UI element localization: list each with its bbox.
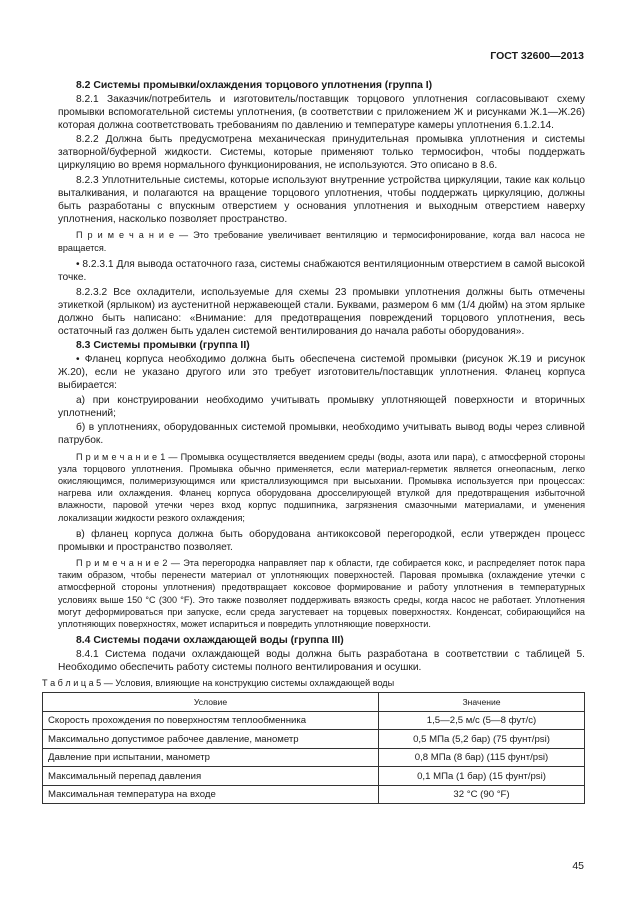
clause-8-3-c: в) фланец корпуса должна быть оборудована антикоксовой перегородкой, если утвержден процесс промывки и пространство позволяет. [58,528,585,553]
table-cell-condition: Скорость прохождения по поверхностям теплообменника [43,711,379,730]
table-row [43,767,585,786]
clause-8-2-1: 8.2.1 Заказчик/потребитель и изготовитель/поставщик торцового уплотнения согласовывают схему промывки вспомогательной системы уплотнения, (в соответствии с приложением Ж и рисунками Ж.1—Ж.26) которая должна соответствовать требованиям по давлению и температуре камеры уплотнения 6.1.2.14. [58,93,585,131]
section-8-4-heading: 8.4 Системы подачи охлаждающей воды (группа III) [76,635,344,647]
table-row [43,730,585,749]
page-number: 45 [572,860,584,872]
clause-8-2-3-1: • 8.2.3.1 Для вывода остаточного газа, системы снабжаются вентиляционным отверстием в самой высокой точке. [58,258,585,283]
table-cell-value: 32 °С (90 °F) [379,785,585,804]
note-8-3-1: П р и м е ч а н и е 1 — Промывка осуществляется введением среды (воды, азота или пара), с атмосферной стороны узла торцового уплотнения. Промывка обычно применяется, если материал-герметик является огнеопасным, легко окисляющимся, полимеризующимся или кристаллизующимся при высыхании. Промывка используется при процессах: нагрева или охлаждения. Фланец корпуса оборудована дросселирующей втулкой для предотвращения избыточной влажности, паровой утечки через вход корпус подшипника, загрязнения смазочными материалами, и уменения локализации жидкости резкого охлаждения; [58,451,585,523]
table-row [43,748,585,767]
clause-8-4-1: 8.4.1 Система подачи охлаждающей воды должна быть разработана в соответствии с таблицей 5. Необходимо обеспечить работу системы полного вентилирования и осушки. [58,648,585,673]
clause-8-2-2: 8.2.2 Должна быть предусмотрена механическая принудительная промывка уплотнения и системы затворной/буферной жидкости. Системы, которые применяют только термосифон, чтобы поддержать циркуляцию во время нормального функционирования, не используются. Это описано в 8.6. [58,134,585,172]
table-cell-value: 0,5 МПа (5,2 бар) (75 фунт/psi) [379,730,585,749]
section-8-3-heading: 8.3 Системы промывки (группа II) [76,340,250,352]
table-cell-value: 0,1 МПа (1 бар) (15 фунт/psi) [379,767,585,786]
note-8-2-3: П р и м е ч а н и е — Это требование увеличивает вентиляцию и термосифонирование, когда вал насоса не вращается. [58,230,585,253]
clause-8-3-b: б) в уплотнениях, оборудованных системой промывки, необходимо учитывать вывод воды через сливной патрубок. [58,422,585,447]
page-content [42,79,585,804]
clause-8-3-intro: • Фланец корпуса необходимо должна быть обеспечена системой промывки (рисунок Ж.19 и рисунок Ж.20), если не указано другого или это требует изготовитель/поставщик уплотнения. Фланец корпуса выбирается: [58,353,585,392]
table-row [43,785,585,804]
table-cell-value: 0,8 МПа (8 бар) (115 фунт/psi) [379,748,585,767]
table-cell-value: 1,5—2,5 м/с (5—8 фут/с) [379,711,585,730]
cooling-water-table [42,692,585,805]
clause-8-2-3-2: 8.2.3.2 Все охладители, используемые для схемы 23 промывки уплотнения должны быть отмечены этикеткой (ярлыком) из аустенитной нержавеющей стали. Буквами, размером 6 мм (1/4 дюйм) на этом ярлыке должно быть написано: «Внимание: для предотвращения повреждений торцового уплотнения, весь остаточный газ должен быть удален системой вентилирования до начала работы оборудования». [58,286,585,337]
standard-header: ГОСТ 32600—2013 [490,50,584,62]
clause-8-2-3: 8.2.3 Уплотнительные системы, которые используют внутренние устройства циркуляции, такие как кольцо выталкивания, и полагаются на вращение торцового уплотнения, чтобы поддержать циркуляцию, должны быть разработаны с впускным отверстием у основания уплотнения и выходным отверстием наверху уплотнения, насколько позволяет пространство. [58,175,585,226]
table-row [43,711,585,730]
table-cell-condition: Максимальная температура на входе [43,785,379,804]
table-header-row [43,692,585,711]
note-8-3-2: П р и м е ч а н и е 2 — Эта перегородка направляет пар к области, где собирается кокс, и распределяет поток пара таким образом, чтобы перенести материал от уплотняющих поверхностей. Паровая промывка (охлаждение утечки с атмосферной стороны уплотнения) предотвращает коксовое формирование и работу уплотнения в температурных условиях выше 150 °С (300 °F). Это также позволяет поддерживать вязкость среды, когда насос не работает. Уплотнения могут деформироваться при запуске, если среда загустевает на торцевых поверхностях. Конденсат, собирающийся на уплотняющих поверхностях, может испариться и повредить уплотняющие поверхности. [58,557,585,629]
table-cell-condition: Давление при испытании, манометр [43,748,379,767]
table-header-value: Значение [379,692,585,711]
table-cell-condition: Максимально допустимое рабочее давление, манометр [43,730,379,749]
table-caption: Т а б л и ц а 5 — Условия, влияющие на конструкцию системы охлаждающей воды [42,677,395,688]
table-header-condition: Условие [43,692,379,711]
table-cell-condition: Максимальный перепад давления [43,767,379,786]
clause-8-3-a: а) при конструировании необходимо учитывать промывку уплотняющей поверхности и вторичных уплотнений; [58,394,585,419]
section-8-2-heading: 8.2 Системы промывки/охлаждения торцового уплотнения (группа I) [76,80,433,91]
